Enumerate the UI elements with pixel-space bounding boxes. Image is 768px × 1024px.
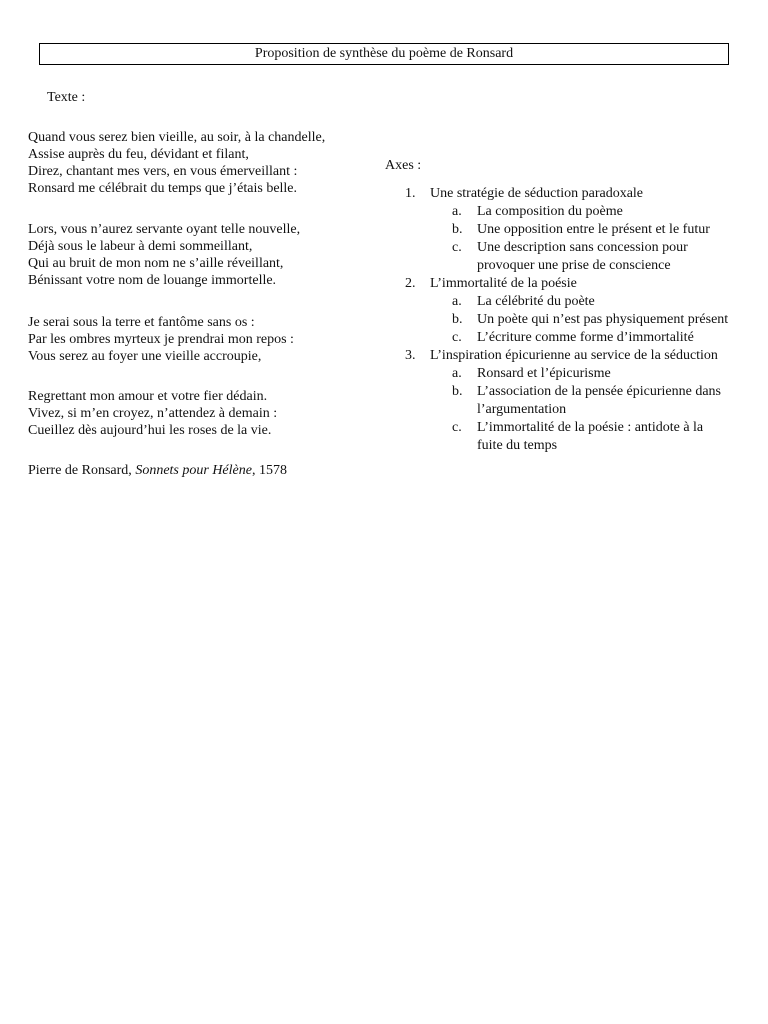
axis-title: L’immortalité de la poésie — [430, 276, 577, 291]
axis-heading — [405, 185, 730, 203]
sub-axis-item — [405, 329, 730, 347]
poem-stanza-4 — [28, 388, 277, 439]
sub-axis-item — [405, 311, 730, 329]
sub-axis-letter: c. — [452, 240, 462, 255]
poem-line: Déjà sous le labeur à demi sommeillant, — [28, 239, 253, 254]
sub-axis-text: La célébrité du poète — [477, 294, 595, 309]
sub-axis-text: Une description sans concession pour provoquer une prise de conscience — [477, 240, 688, 273]
poem-stanza-2 — [28, 221, 300, 289]
poem-line: Vous serez au foyer une vieille accroupie, — [28, 349, 262, 364]
texte-label: Texte : — [47, 90, 86, 105]
poem-line: Bénissant votre nom de louange immortelle. — [28, 273, 277, 288]
axes-label: Axes : — [385, 158, 422, 173]
sub-axis-text: L’écriture comme forme d’immortalité — [477, 330, 694, 345]
poem-line: Par les ombres myrteux je prendrai mon repos : — [28, 332, 294, 347]
sub-axis-item — [405, 419, 730, 455]
poem-line: Regrettant mon amour et votre fier dédain. — [28, 389, 268, 404]
sub-axis-letter: b. — [452, 312, 463, 327]
sub-axis-letter: c. — [452, 420, 462, 435]
sub-axis-item — [405, 203, 730, 221]
attribution-year: , 1578 — [251, 463, 287, 478]
sub-axis-item — [405, 239, 730, 275]
poem-stanza-3 — [28, 314, 294, 365]
sub-axis-letter: b. — [452, 222, 463, 237]
attribution-work-title: Sonnets pour Hélène — [135, 463, 252, 478]
poem-line: Lors, vous n’aurez servante oyant telle nouvelle, — [28, 222, 301, 237]
sub-axis-item — [405, 383, 730, 419]
axis-number: 3. — [405, 348, 416, 363]
poem-line: Vivez, si m’en croyez, n’attendez à demain : — [28, 406, 278, 421]
sub-axes-list — [405, 365, 730, 455]
sub-axis-item — [405, 221, 730, 239]
poem-line: Quand vous serez bien vieille, au soir, à la chandelle, — [28, 130, 326, 145]
axis-item-2 — [405, 275, 730, 347]
poem-line: Qui au bruit de mon nom ne s’aille réveillant, — [28, 256, 284, 271]
poem-attribution — [28, 462, 287, 479]
axis-number: 2. — [405, 276, 416, 291]
sub-axis-text: Une opposition entre le présent et le futur — [477, 222, 710, 237]
sub-axis-text: Ronsard et l’épicurisme — [477, 366, 611, 381]
sub-axes-list — [405, 293, 730, 347]
sub-axis-item — [405, 365, 730, 383]
sub-axis-text: La composition du poème — [477, 204, 623, 219]
poem-line: Direz, chantant mes vers, en vous émerveillant : — [28, 164, 298, 179]
axis-title: L’inspiration épicurienne au service de la séduction — [430, 348, 718, 363]
document-title: Proposition de synthèse du poème de Ronsard — [39, 43, 729, 65]
sub-axis-text: L’immortalité de la poésie : antidote à la fuite du temps — [477, 420, 704, 453]
sub-axis-letter: c. — [452, 330, 462, 345]
poem-line: Ronsard me célébrait du temps que j’étais belle. — [28, 181, 298, 196]
sub-axis-letter: a. — [452, 204, 462, 219]
axis-title: Une stratégie de séduction paradoxale — [430, 186, 644, 201]
sub-axis-text: Un poète qui n’est pas physiquement présent — [477, 312, 729, 327]
sub-axis-letter: a. — [452, 294, 462, 309]
poem-line: Je serai sous la terre et fantôme sans os : — [28, 315, 255, 330]
sub-axis-text: L’association de la pensée épicurienne dans l’argumentation — [477, 384, 722, 417]
axis-heading — [405, 275, 730, 293]
poem-line: Cueillez dès aujourd’hui les roses de la vie. — [28, 423, 272, 438]
poem-stanza-1 — [28, 129, 325, 197]
poem-line: Assise auprès du feu, dévidant et filant, — [28, 147, 249, 162]
sub-axis-letter: a. — [452, 366, 462, 381]
attribution-author: Pierre de Ronsard, — [28, 463, 136, 478]
axis-item-3 — [405, 347, 730, 455]
sub-axis-item — [405, 293, 730, 311]
axes-list — [405, 185, 730, 455]
sub-axes-list — [405, 203, 730, 275]
axis-heading — [405, 347, 730, 365]
axis-item-1 — [405, 185, 730, 275]
axis-number: 1. — [405, 186, 416, 201]
sub-axis-letter: b. — [452, 384, 463, 399]
